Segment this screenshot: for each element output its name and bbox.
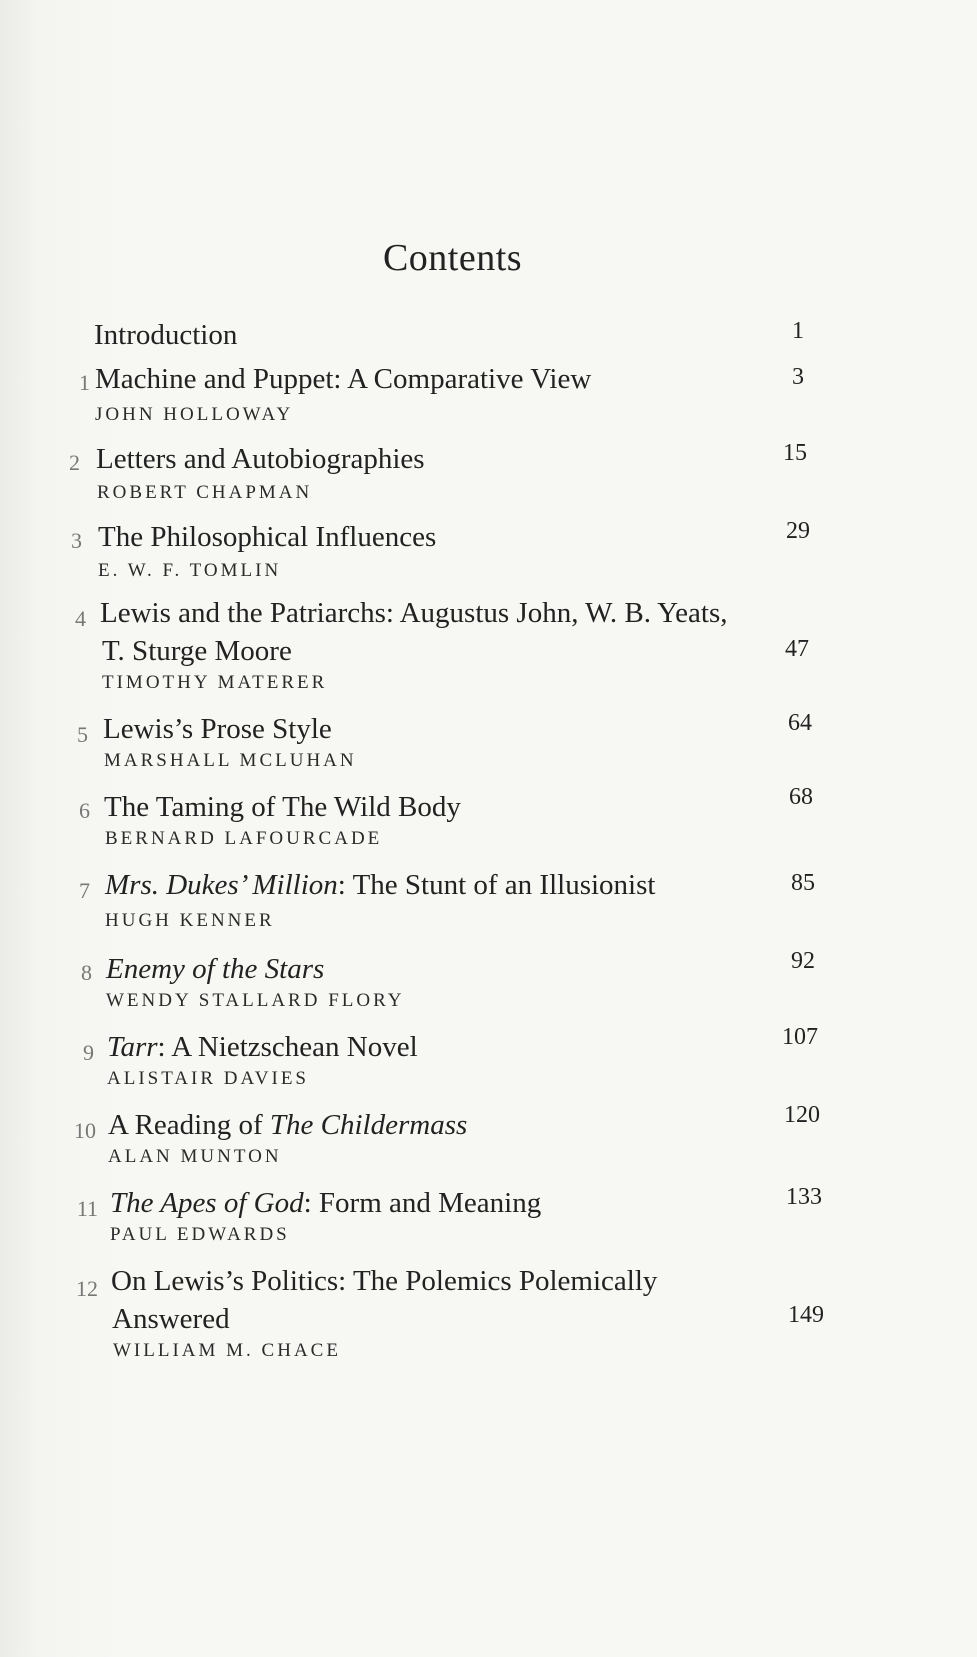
entry-author: ROBERT CHAPMAN	[97, 482, 313, 503]
entry-number: 4	[75, 606, 86, 631]
entry-title	[110, 1184, 541, 1222]
entry-page-number: 107	[782, 1024, 818, 1050]
entry-author: ALAN MUNTON	[108, 1146, 282, 1167]
entry-number: 2	[69, 450, 80, 475]
entry-page-number: 120	[784, 1102, 820, 1128]
entry-title	[106, 950, 324, 988]
entry-title	[107, 1028, 418, 1066]
entry-author: MARSHALL MCLUHAN	[104, 750, 357, 771]
entry-number: 8	[81, 960, 92, 985]
entry-page-number: 15	[783, 440, 807, 466]
entry-title-rest: : Form and Meaning	[303, 1187, 542, 1219]
entry-title: The Philosophical Influences	[98, 521, 437, 553]
entry-title: Lewis’s Prose Style	[103, 713, 332, 745]
entry-title: Introduction	[94, 319, 238, 351]
page-title: Contents	[382, 237, 523, 279]
entry-title-italic: The Childermass	[269, 1109, 468, 1141]
entry-number: 10	[74, 1118, 96, 1143]
entry-title: Letters and Autobiographies	[96, 443, 425, 475]
entry-page-number: 64	[788, 710, 812, 736]
entry-title-italic: The Apes of God	[110, 1187, 304, 1219]
entry-page-number: 68	[789, 784, 813, 810]
entry-page-number: 29	[786, 518, 810, 544]
entry-page-number: 149	[788, 1302, 824, 1328]
entry-number: 3	[71, 528, 82, 553]
entry-author: E. W. F. TOMLIN	[98, 560, 282, 581]
entry-page-number: 92	[791, 948, 815, 974]
entry-title-continued: Answered	[112, 1303, 230, 1335]
entry-number: 6	[79, 798, 90, 823]
entry-author: JOHN HOLLOWAY	[95, 404, 294, 425]
entry-number: 11	[76, 1196, 98, 1221]
entry-number: 7	[79, 878, 90, 903]
entry-title-rest: : A Nietzschean Novel	[157, 1031, 418, 1063]
entry-title	[105, 866, 655, 904]
entry-title: Lewis and the Patriarchs: Augustus John, W. B. Yeats,	[100, 597, 728, 629]
entry-page-number: 133	[786, 1184, 822, 1210]
entry-author: ALISTAIR DAVIES	[107, 1068, 309, 1089]
entry-number: 5	[77, 722, 88, 747]
entry-title-italic: Enemy of the Stars	[106, 953, 325, 985]
entry-title	[108, 1106, 467, 1144]
entry-title-italic: Tarr	[107, 1031, 158, 1063]
entry-author: BERNARD LAFOURCADE	[105, 828, 383, 849]
entry-title-rest: : The Stunt of an Illusionist	[337, 869, 656, 901]
entry-title-continued: T. Sturge Moore	[102, 635, 292, 667]
entry-title-italic: Mrs. Dukes’ Million	[105, 869, 338, 901]
entry-page-number: 85	[791, 870, 815, 896]
entry-number: 9	[83, 1040, 94, 1065]
entry-page-number: 3	[792, 364, 804, 390]
entry-author: WILLIAM M. CHACE	[113, 1340, 341, 1361]
entry-number: 1	[79, 370, 90, 395]
entry-title: On Lewis’s Politics: The Polemics Polemically	[111, 1265, 658, 1297]
entry-title: Machine and Puppet: A Comparative View	[95, 363, 592, 395]
entry-page-number: 1	[792, 318, 804, 344]
entry-author: PAUL EDWARDS	[110, 1224, 290, 1245]
entry-author: WENDY STALLARD FLORY	[106, 990, 405, 1011]
entry-number: 12	[76, 1276, 98, 1301]
entry-title-prefix: A Reading of	[108, 1109, 270, 1141]
entry-author: HUGH KENNER	[105, 910, 275, 931]
entry-title: The Taming of The Wild Body	[104, 791, 461, 823]
entry-author: TIMOTHY MATERER	[102, 672, 328, 693]
entry-page-number: 47	[785, 636, 809, 662]
